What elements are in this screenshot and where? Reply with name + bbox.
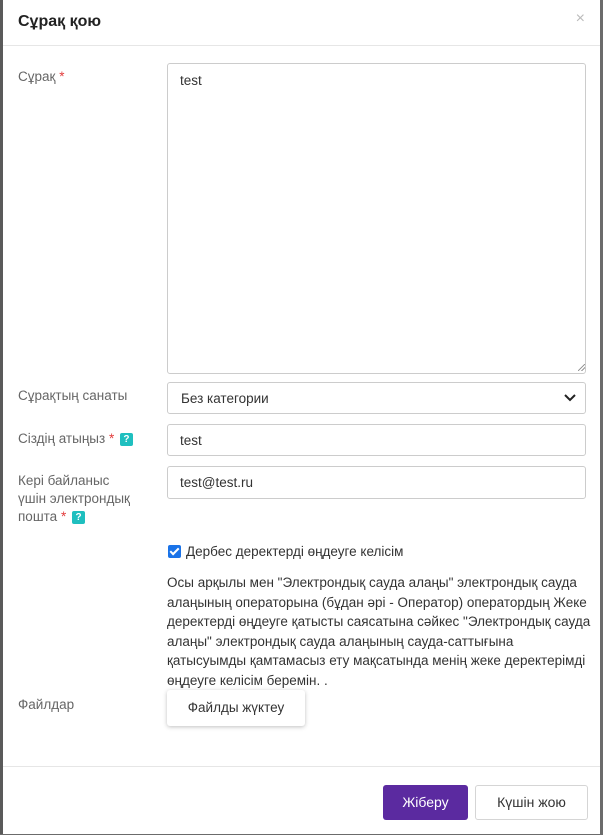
modal-header <box>3 0 600 46</box>
email-label-line3: пошта <box>18 509 58 524</box>
category-select[interactable] <box>167 382 586 414</box>
consent-text: Осы арқылы мен "Электрондық сауда алаңы" электрондық сауда алаңының операторына (бұдан әрі - Оператор) оператордың Жеке деректерді өңдеуге қатысты саясатына сәйкес "Электрондық сауда алаңы" электрондық сауда алаңының сауда-саттығына қатысуымды қамтамасыз ету мақсатында менің жеке деректерімді өңдеуге келісім беремін. . <box>167 575 591 688</box>
name-input[interactable] <box>167 424 586 456</box>
email-label-line1: Кері байланыс <box>18 473 110 488</box>
required-mark: * <box>59 69 65 84</box>
question-label <box>18 68 64 86</box>
modal-title: Сұрақ қою <box>18 13 102 30</box>
upload-file-button[interactable]: Файлды жүктеу <box>167 690 305 726</box>
email-label <box>18 472 130 526</box>
modal-footer <box>3 766 600 835</box>
required-mark: * <box>108 431 115 446</box>
category-label: Сұрақтың санаты <box>18 388 128 403</box>
consent-checkbox-row[interactable] <box>168 544 403 559</box>
close-icon[interactable]: × <box>575 10 585 27</box>
chevron-down-icon <box>563 389 577 412</box>
required-mark: * <box>60 509 67 524</box>
question-textarea[interactable] <box>167 63 586 374</box>
cancel-button[interactable]: Күшін жою <box>475 785 588 820</box>
help-icon[interactable]: ? <box>72 511 85 524</box>
name-label-text: Сіздің атыңыз <box>18 431 106 446</box>
email-label-line2: үшін электрондық <box>18 491 130 506</box>
category-selected-value: Без категории <box>181 391 269 406</box>
question-label-text: Сұрақ <box>18 69 56 84</box>
submit-button[interactable]: Жіберу <box>383 785 468 820</box>
ask-question-modal <box>3 0 600 834</box>
consent-label: Дербес деректерді өңдеуге келісім <box>186 544 404 559</box>
consent-checkbox[interactable] <box>168 545 181 558</box>
email-input[interactable] <box>167 466 586 499</box>
resize-grip-icon[interactable] <box>578 364 585 371</box>
name-label <box>18 430 133 448</box>
files-label: Файлдар <box>18 697 75 712</box>
help-icon[interactable]: ? <box>120 433 133 446</box>
